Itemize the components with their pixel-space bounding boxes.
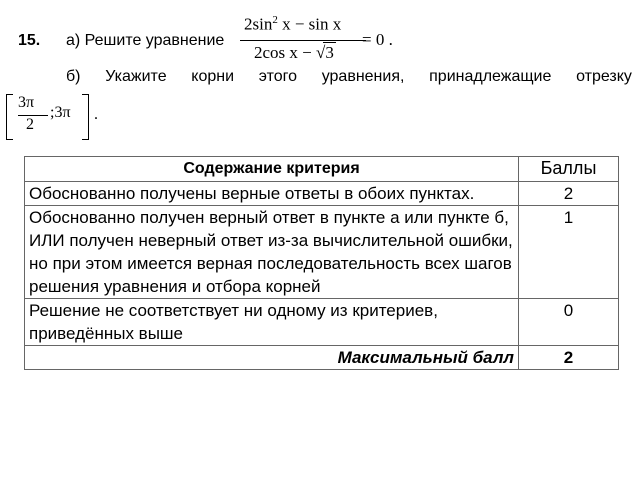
equation-denominator: 2cos x − √3 — [254, 43, 334, 62]
table-row — [25, 182, 619, 206]
table-footer-row — [25, 346, 619, 370]
interval-numerator: 3π — [18, 94, 35, 111]
table-row — [25, 206, 619, 299]
criterion-text: Обоснованно получен верный ответ в пункте а или пункте б, ИЛИ получен неверный ответ из-за вычислительной ошибки, но при этом имеется верная последовательность всех шагов решения уравнения и отбора корней — [25, 206, 519, 299]
table-header-row — [25, 157, 619, 182]
equation-rhs: = 0 . — [362, 30, 393, 49]
equation-numerator: $2\sin^2$ x − sin x — [244, 14, 342, 34]
criterion-points: 2 — [519, 182, 619, 206]
problem-number: 15. — [18, 32, 41, 49]
interval-denominator: 2 — [26, 116, 34, 133]
criterion-text: Решение не соответствует ни одному из критериев, приведённых выше — [25, 299, 519, 346]
part-b-text: б) Укажите корни этого уравнения, принадлежащие отрезку — [66, 68, 632, 85]
interval-end-period: . — [94, 106, 98, 123]
interval-upper-bound: ;3π — [50, 104, 71, 121]
table-row — [25, 299, 619, 346]
criterion-text: Обоснованно получены верные ответы в обоих пунктах. — [25, 182, 519, 206]
criterion-header: Содержание критерия — [25, 157, 519, 182]
criterion-points: 1 — [519, 206, 619, 299]
criteria-table — [24, 156, 619, 370]
criterion-points: 0 — [519, 299, 619, 346]
fraction-bar — [240, 40, 366, 41]
max-score-value: 2 — [519, 346, 619, 370]
left-bracket — [6, 94, 13, 140]
right-bracket — [82, 94, 89, 140]
points-header: Баллы — [519, 157, 619, 182]
max-score-label: Максимальный балл — [25, 346, 519, 370]
part-a-text: а) Решите уравнение — [66, 32, 225, 49]
sqrt-icon: √ — [316, 43, 326, 62]
